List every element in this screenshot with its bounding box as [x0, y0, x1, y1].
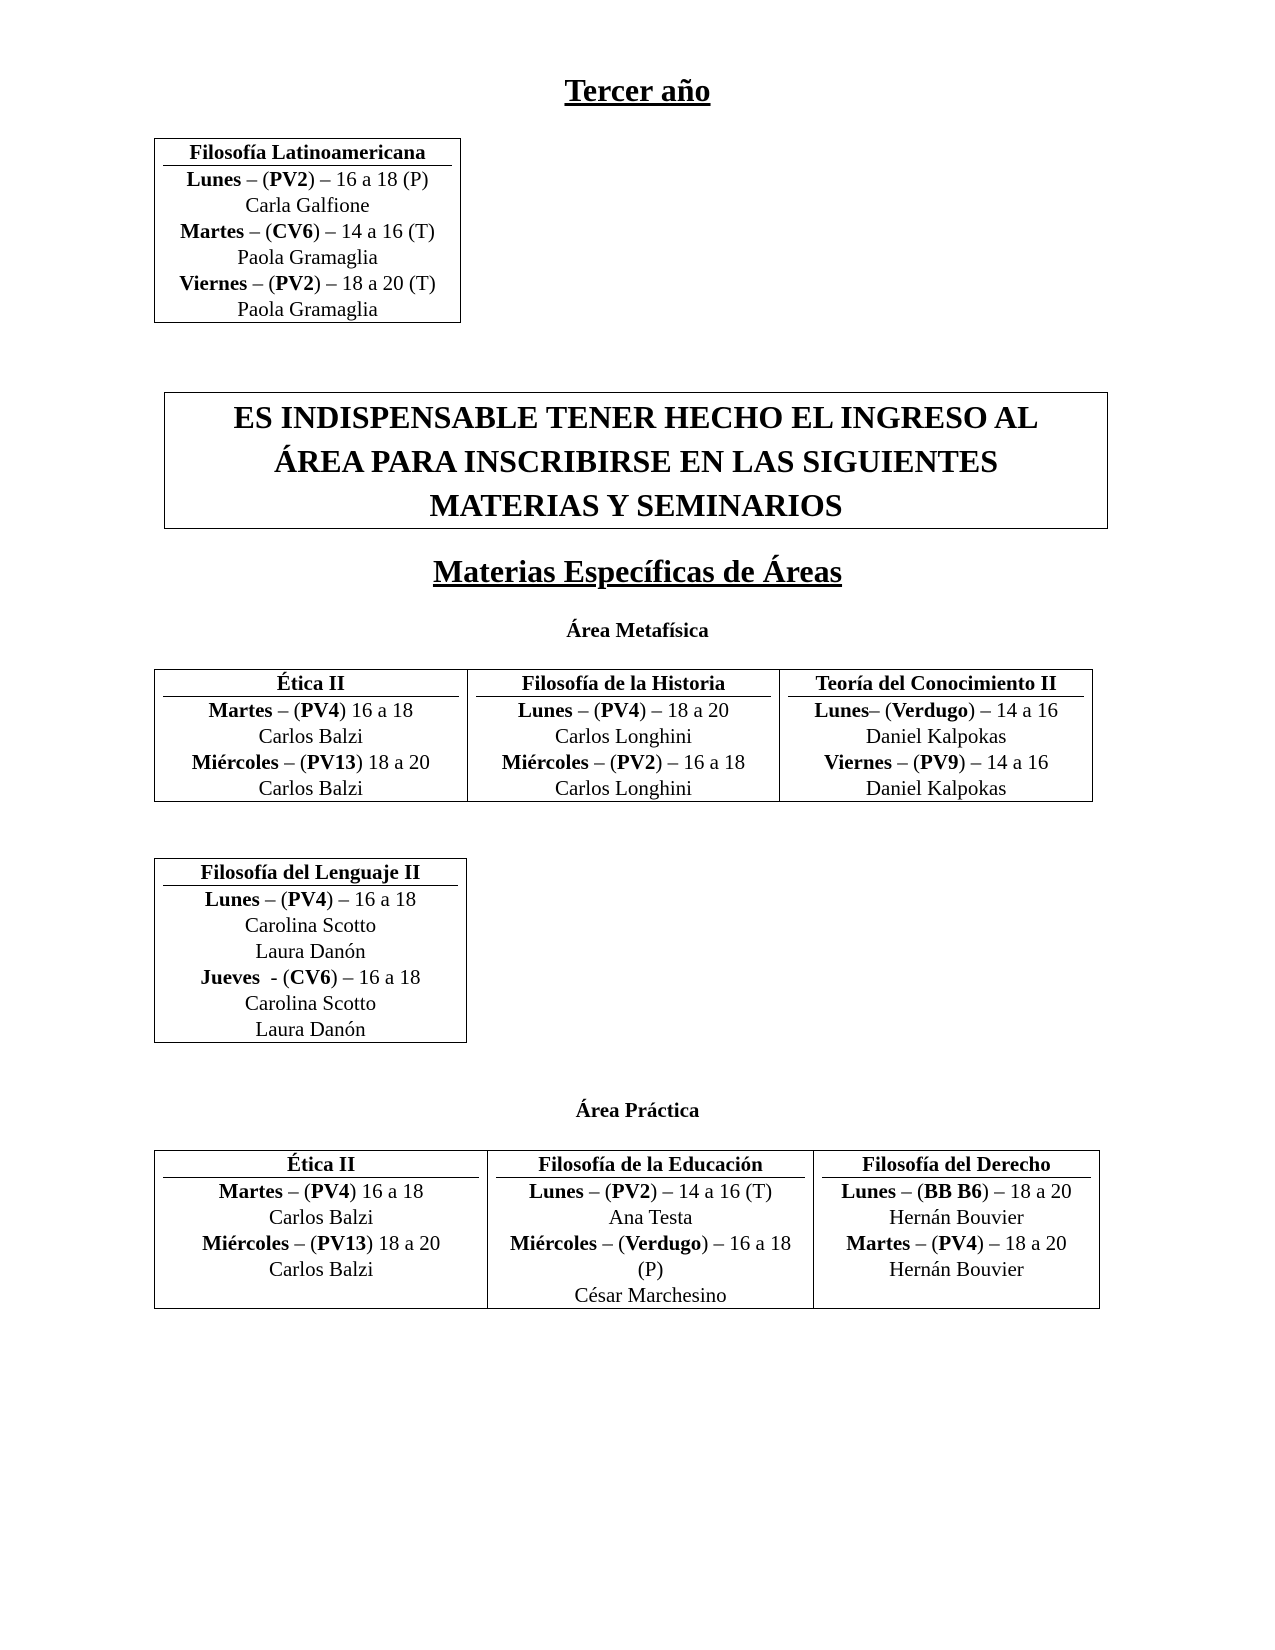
lenguaje-course-table	[154, 858, 467, 1043]
notice-line: ES INDISPENSABLE TENER HECHO EL INGRESO AL	[233, 399, 1039, 435]
course-title: Filosofía Latinoamericana	[163, 139, 452, 166]
course-cell-etica	[155, 1151, 488, 1309]
teacher-name: Carlos Longhini	[554, 724, 693, 748]
teacher-name: Carlos Balzi	[268, 1257, 374, 1281]
teacher-name: Laura Danón	[255, 1017, 366, 1041]
schedule-line: Lunes – (BB B6) – 18 a 20	[841, 1179, 1072, 1203]
schedule-line: Viernes – (PV9) – 14 a 16	[823, 750, 1049, 774]
teacher-name: Carolina Scotto	[244, 913, 377, 937]
teacher-name: Carlos Balzi	[258, 724, 364, 748]
course-cell-historia	[467, 670, 780, 802]
teacher-name: Daniel Kalpokas	[865, 724, 1007, 748]
teacher-name: Carlos Balzi	[258, 776, 364, 800]
teacher-name: Paola Gramaglia	[237, 297, 378, 321]
course-cell-etica	[155, 670, 468, 802]
course-title: Ética II	[163, 1151, 479, 1178]
course-cell-lenguaje	[155, 859, 467, 1043]
enrollment-notice-box	[164, 392, 1108, 529]
teacher-name: Carlos Longhini	[554, 776, 693, 800]
schedule-line: Viernes – (PV2) – 18 a 20 (T)	[179, 271, 436, 295]
latin-course-table	[154, 138, 461, 323]
section-title-tercer-ano: Tercer año	[564, 72, 711, 108]
schedule-line: Miércoles – (Verdugo) – 16 a 18 (P)	[509, 1231, 792, 1281]
schedule-line: Miércoles – (PV13) 18 a 20	[202, 1231, 441, 1255]
schedule-line: Miércoles – (PV2) – 16 a 18	[501, 750, 746, 774]
teacher-name: Ana Testa	[608, 1205, 693, 1229]
teacher-name: Hernán Bouvier	[889, 1205, 1024, 1229]
course-title: Filosofía de la Educación	[496, 1151, 805, 1178]
schedule-line: Lunes – (PV2) – 14 a 16 (T)	[528, 1179, 773, 1203]
schedule-line: Lunes– (Verdugo) – 14 a 16	[814, 698, 1058, 722]
teacher-name: Laura Danón	[255, 939, 366, 963]
area-metafisica-label: Área Metafísica	[566, 618, 709, 642]
schedule-line: Martes – (CV6) – 14 a 16 (T)	[180, 219, 435, 243]
schedule-line: Martes – (PV4) 16 a 18	[208, 698, 414, 722]
practica-courses-table	[154, 1150, 1100, 1309]
teacher-name: Paola Gramaglia	[237, 245, 378, 269]
course-title: Filosofía del Lenguaje II	[163, 859, 458, 886]
schedule-line: Lunes – (PV4) – 18 a 20	[517, 698, 730, 722]
course-title: Ética II	[163, 670, 459, 697]
course-title: Teoría del Conocimiento II	[788, 670, 1084, 697]
notice-line: MATERIAS Y SEMINARIOS	[429, 487, 843, 523]
schedule-line: Lunes – (PV2) – 16 a 18 (P)	[186, 167, 429, 191]
teacher-name: César Marchesino	[574, 1283, 727, 1307]
teacher-name: Carolina Scotto	[244, 991, 377, 1015]
schedule-line: Martes – (PV4) 16 a 18	[218, 1179, 424, 1203]
teacher-name: Carla Galfione	[245, 193, 370, 217]
schedule-line: Jueves - (CV6) – 16 a 18	[200, 965, 421, 989]
course-title: Filosofía de la Historia	[476, 670, 772, 697]
schedule-line: Martes – (PV4) – 18 a 20	[846, 1231, 1067, 1255]
teacher-name: Hernán Bouvier	[889, 1257, 1024, 1281]
course-cell-educacion	[488, 1151, 814, 1309]
course-cell-derecho	[813, 1151, 1099, 1309]
course-cell	[155, 139, 461, 323]
teacher-name: Daniel Kalpokas	[865, 776, 1007, 800]
materias-especificas-title: Materias Específicas de Áreas	[432, 553, 843, 589]
course-title: Filosofía del Derecho	[822, 1151, 1091, 1178]
schedule-line: Miércoles – (PV13) 18 a 20	[191, 750, 430, 774]
area-practica-label: Área Práctica	[575, 1098, 700, 1122]
course-cell-conocimiento	[780, 670, 1093, 802]
metafisica-courses-table	[154, 669, 1093, 802]
schedule-line: Lunes – (PV4) – 16 a 18	[204, 887, 417, 911]
notice-line: ÁREA PARA INSCRIBIRSE EN LAS SIGUIENTES	[273, 443, 999, 479]
teacher-name: Carlos Balzi	[268, 1205, 374, 1229]
